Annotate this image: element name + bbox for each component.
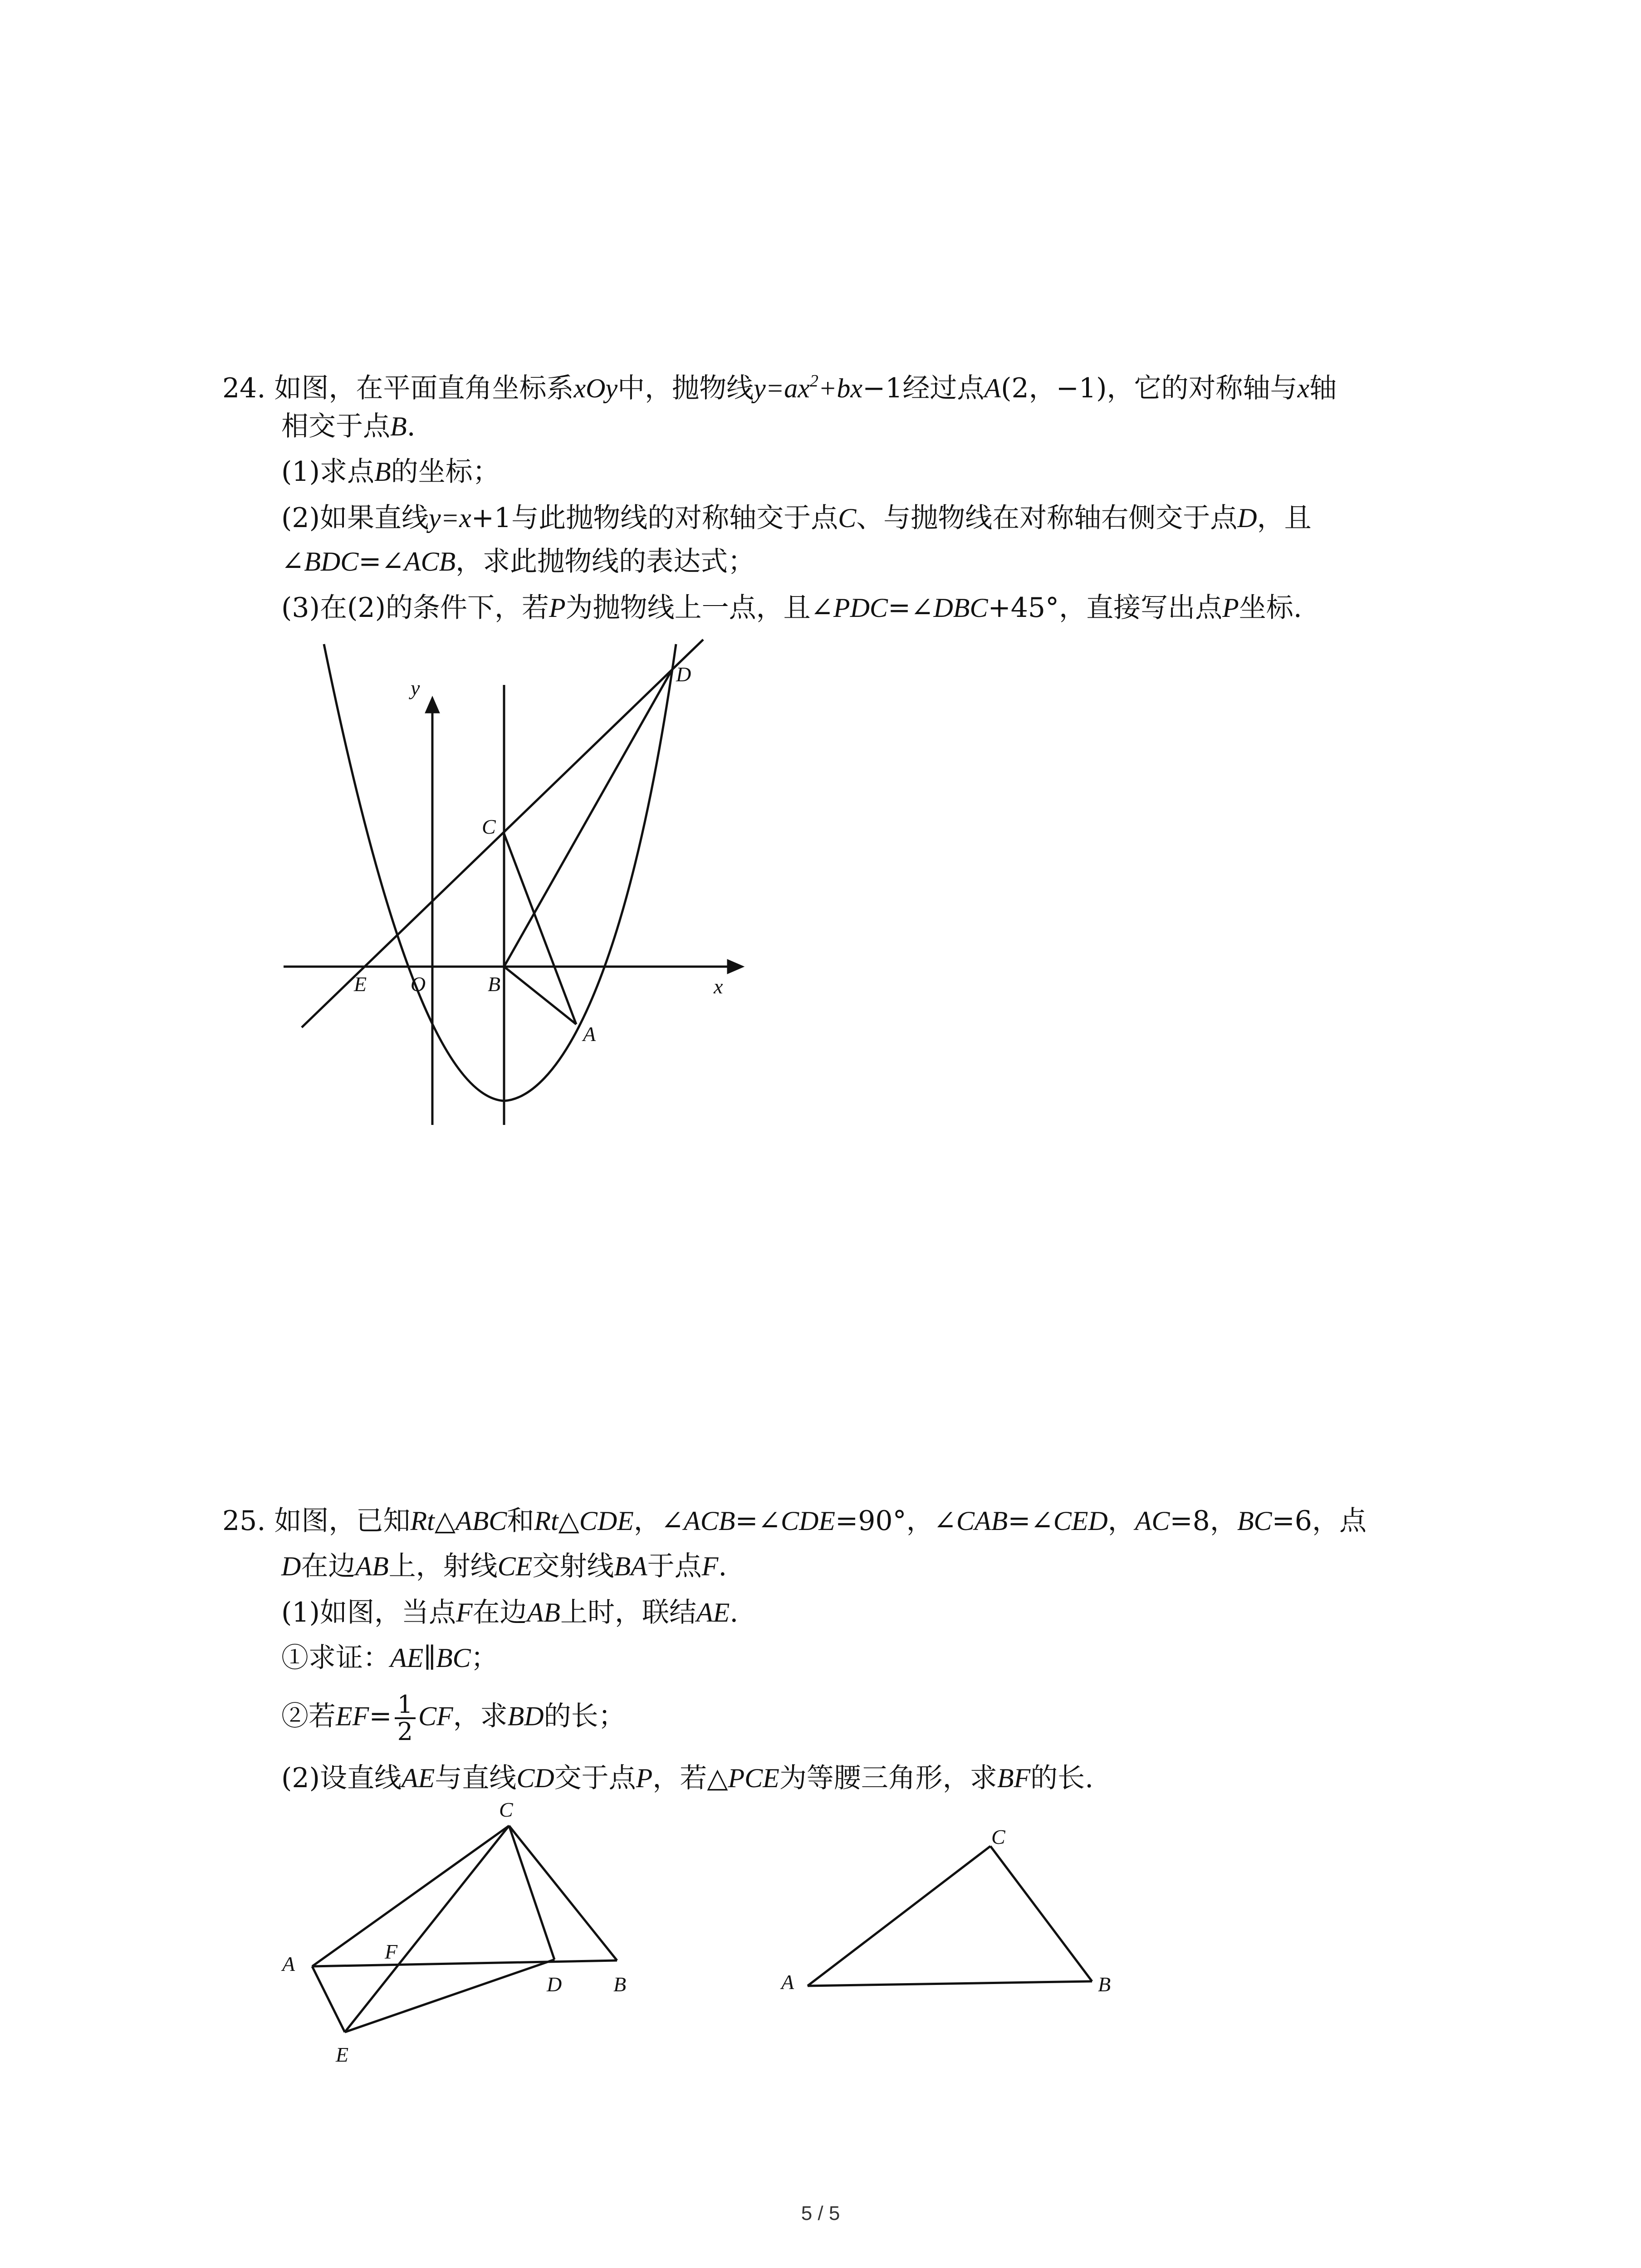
- label-B: B: [488, 973, 501, 996]
- fig1-label-B: B: [613, 1973, 627, 1996]
- fig1-AB: [312, 1960, 617, 1966]
- q25-part-1-1: ①求证：AE∥BC；: [281, 1642, 498, 1674]
- label-D: D: [676, 663, 691, 686]
- fig2-label-A: A: [781, 1970, 794, 1994]
- label-A: A: [583, 1022, 596, 1046]
- fig1-AC: [312, 1826, 509, 1966]
- q25-part-2: (2)设直线AE与直线CD交于点P，若△PCE为等腰三角形，求BF的长.: [281, 1762, 1094, 1794]
- fig1-label-E: E: [336, 2043, 349, 2066]
- label-x: x: [714, 975, 723, 998]
- q25-line-1: 25. 如图，已知Rt△ABC和Rt△CDE，∠ACB=∠CDE=90°，∠CAB=∠CED，AC=8，BC=6，点: [222, 1505, 1367, 1537]
- fig2-AB: [808, 1981, 1092, 1986]
- fig1-label-F: F: [385, 1940, 398, 1963]
- label-E: E: [354, 973, 367, 996]
- q24-line-2: 相交于点B.: [281, 411, 416, 442]
- fraction-one-half: $\frac{1}{2}$: [395, 1692, 416, 1745]
- q24-part-1: (1)求点B的坐标；: [281, 456, 500, 488]
- fig1-CD: [509, 1826, 554, 1960]
- label-O: O: [411, 973, 426, 996]
- fig2-label-B: B: [1098, 1973, 1111, 1996]
- page-number: 5 / 5: [801, 2202, 840, 2224]
- label-C: C: [482, 815, 496, 838]
- fig1-label-A: A: [282, 1952, 295, 1975]
- fig1-ED: [345, 1960, 554, 2032]
- q24-line-1: 24. 如图，在平面直角坐标系xOy中，抛物线$y=ax^2+bx-1$经过点A(2，−1)，它的对称轴与x轴: [222, 371, 1337, 404]
- q25-line-2: D在边AB上，射线CE交射线BA于点F.: [281, 1550, 727, 1582]
- q25-part-1-2: ②若EF= $\frac{1}{2}$ CF，求BD的长；: [281, 1690, 626, 1746]
- label-y: y: [411, 676, 420, 699]
- q24-part-2-line-1: (2)如果直线y=x+1与此抛物线的对称轴交于点C、与抛物线在对称轴右侧交于点D，且: [281, 502, 1312, 534]
- fig2-CB: [990, 1846, 1092, 1981]
- q24-part-2-line-2: ∠BDC=∠ACB，求此抛物线的表达式；: [281, 546, 755, 577]
- fig1-label-D: D: [547, 1973, 562, 1996]
- fig2-AC: [808, 1846, 990, 1986]
- fig2-label-C: C: [991, 1825, 1005, 1848]
- fig1-AE: [312, 1966, 345, 2032]
- q25-part-1: (1)如图，当点F在边AB上时，联结AE.: [281, 1597, 739, 1628]
- fig1-CE: [345, 1826, 509, 2032]
- q24-part-3: (3)在(2)的条件下，若P为抛物线上一点，且∠PDC=∠DBC+45°，直接写出点P坐标.: [281, 592, 1302, 624]
- fig1-CB: [509, 1826, 617, 1960]
- fig1-label-C: C: [499, 1798, 513, 1821]
